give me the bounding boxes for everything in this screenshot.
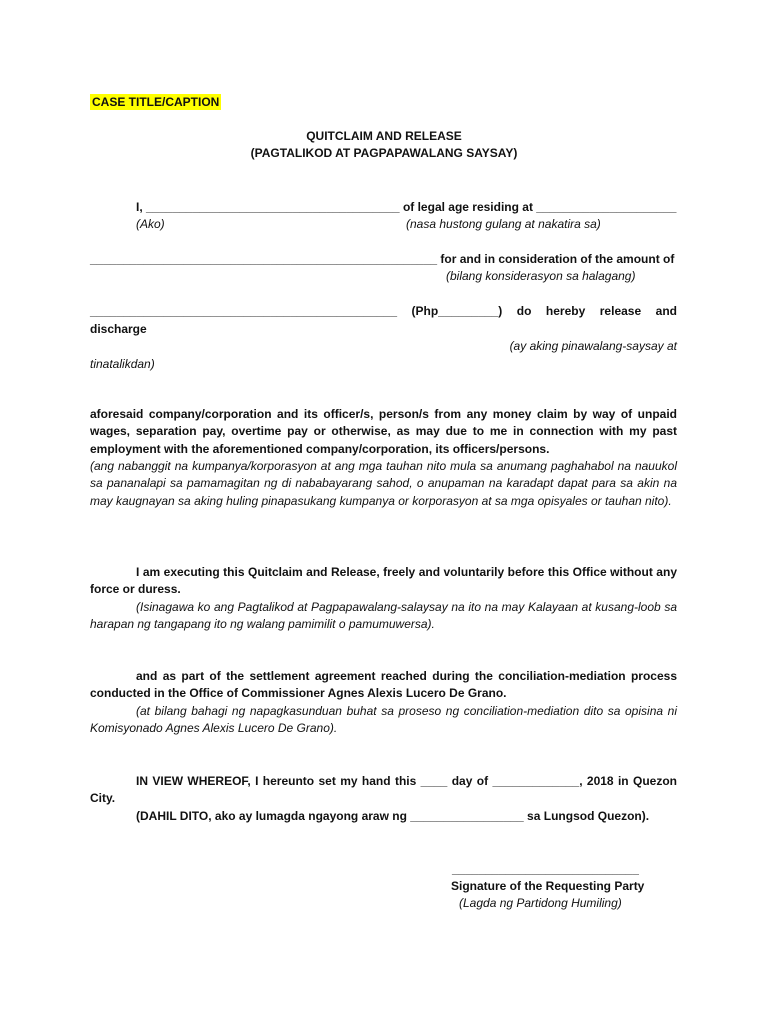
case-title-label <box>90 94 221 110</box>
translation-release-1: (ay aking pinawalang-saysay at <box>509 339 677 353</box>
in-view-whereof-paragraph: IN VIEW WHEREOF, I hereunto set my hand this ____ day of _____________, 2018 in Quezon City. <box>90 774 677 806</box>
translation-release-2: tinatalikdan) <box>90 357 155 371</box>
voluntary-translation: (Isinagawa ko ang Pagtalikod at Pagpapawalang-salaysay na ito na may Kalayaan at kusang-loob sa harapan ng tangapang ito ng walang pamimilit o pamumuwersa). <box>90 600 677 632</box>
release-line <box>90 303 677 319</box>
document-title: QUITCLAIM AND RELEASE <box>306 129 462 143</box>
signature-translation: (Lagda ng Partidong Humiling) <box>459 896 622 910</box>
amount-words-blank: ______________________________________________ <box>90 304 397 318</box>
release-word: release <box>599 304 642 318</box>
release-scope-translation: (ang nabanggit na kumpanya/korporasyon at ang mga tauhan nito mula sa anumang paghahabol na nauukol sa pananalapi sa pamamagitan ng di nababayarang sahod, o anupaman na karadapt dapat para sa akin na may kaugnayan sa aking huling pinapasukang kumpanya or korporasyon at sa mga opisyales or tauhan nito). <box>90 459 677 508</box>
signature-line: ____________________________ <box>452 862 639 876</box>
release-scope-paragraph: aforesaid company/corporation and its officer/s, person/s from any money claim by way of unpaid wages, separation pay, overtime pay or otherwise, as may due to me in connection with my past employment with the aforementioned company/corporation, its officers/persons. <box>90 407 677 456</box>
voluntary-paragraph: I am executing this Quitclaim and Release, freely and voluntarily before this Office without any force or duress. <box>90 565 677 597</box>
name-residence-line: I, ______________________________________ of legal age residing at _____________________ <box>136 200 677 214</box>
case-title-highlight: CASE TITLE/CAPTION <box>92 95 220 109</box>
translation-consideration: (bilang konsiderasyon sa halagang) <box>446 269 636 283</box>
in-view-whereof-translation: (DAHIL DITO, ako ay lumagda ngayong araw ng _________________ sa Lungsod Quezon). <box>136 809 650 823</box>
release-line-end: discharge <box>90 322 147 336</box>
settlement-translation: (at bilang bahagi ng napagkasunduan buhat sa proseso ng conciliation-mediation dito sa opisina ni Komisyonado Agnes Alexis Lucero De Grano). <box>90 704 677 736</box>
translation-ako: (Ako) <box>136 217 165 231</box>
signature-label: Signature of the Requesting Party <box>451 879 645 893</box>
release-word: hereby <box>545 304 586 318</box>
settlement-paragraph: and as part of the settlement agreement reached during the conciliation-mediation process conducted in the Office of Commissioner Agnes Alexis Lucero De Grano. <box>90 669 677 701</box>
consideration-line: ____________________________________________________ for and in consideration of the amount of <box>90 252 675 266</box>
document-subtitle: (PAGTALIKOD AT PAGPAPAWALANG SAYSAY) <box>250 146 518 160</box>
translation-legal-age: (nasa hustong gulang at nakatira sa) <box>406 217 601 231</box>
release-word: and <box>655 304 677 318</box>
release-word: do <box>516 304 532 318</box>
php-amount-blank: (Php_________) <box>411 304 503 318</box>
